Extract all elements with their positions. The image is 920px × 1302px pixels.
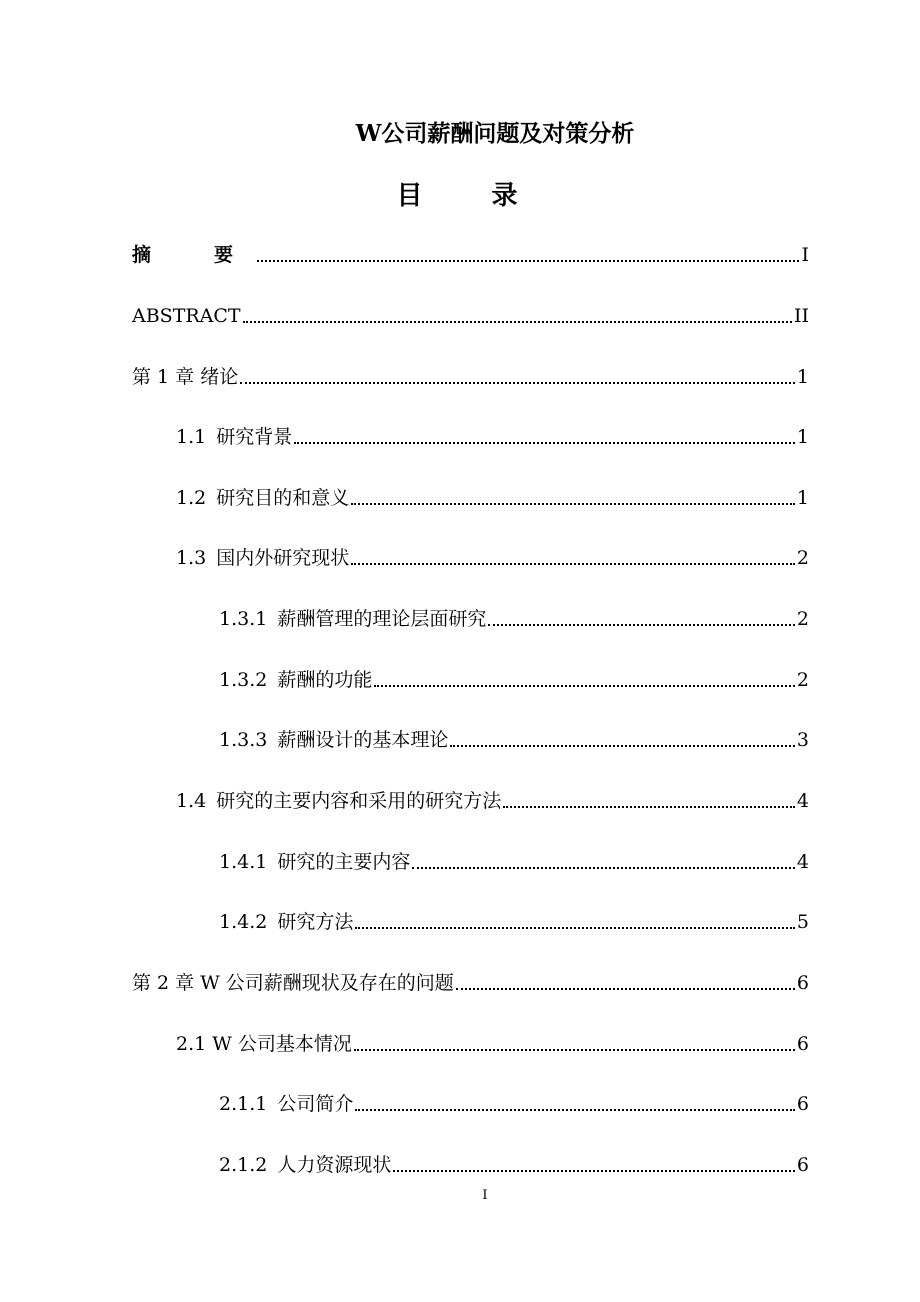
toc-page-number: 2 [796, 608, 809, 630]
toc-entry-title [176, 423, 294, 451]
toc-page-number: 6 [796, 1093, 809, 1115]
toc-section-text: 人力资源现状 [277, 1154, 392, 1176]
toc-page-number: 6 [796, 1154, 809, 1176]
toc-entry-2-1-1[interactable] [219, 1090, 809, 1118]
toc-entry-title [219, 666, 374, 694]
dot-leader [257, 241, 799, 269]
toc-entry-title [219, 1090, 355, 1118]
toc-section-number: 2.1.1 [219, 1093, 268, 1115]
toc-entry-1-4[interactable] [176, 787, 809, 815]
toc-entry-abstract-cn[interactable] [132, 241, 809, 269]
dot-leader [412, 848, 795, 876]
dot-leader [393, 1151, 795, 1179]
toc-page-number: 2 [796, 669, 809, 691]
toc-page-number: 1 [796, 366, 809, 388]
toc-page-number: 4 [796, 790, 809, 812]
toc-entry-1-2[interactable] [176, 484, 809, 512]
document-title: W公司薪酬问题及对策分析 [355, 120, 635, 147]
toc-entry-title [219, 908, 355, 936]
dot-leader [355, 908, 795, 936]
toc-page-number: 1 [796, 426, 809, 448]
toc-entry-1-1[interactable] [176, 423, 809, 451]
dot-leader [456, 969, 795, 997]
toc-section-number: 1.1 [176, 426, 207, 448]
toc-page-number: 3 [796, 729, 809, 751]
toc-section-text: 研究的主要内容 [277, 851, 411, 873]
toc-section-number: 1.3 [176, 547, 207, 569]
toc-section-number: 1.3.1 [219, 608, 268, 630]
toc-entry-title: 2.1 W 公司基本情况 [176, 1033, 352, 1055]
toc-section-number: 2.1.2 [219, 1154, 268, 1176]
toc-entry-1-3[interactable] [176, 544, 809, 572]
toc-entry-title [176, 787, 503, 815]
toc-page-number: 4 [796, 851, 809, 873]
toc-entry-title [219, 605, 488, 633]
toc-page-number: 6 [796, 972, 809, 994]
toc-section-text: 薪酬管理的理论层面研究 [277, 608, 487, 630]
dot-leader [240, 363, 795, 391]
dot-leader [351, 544, 795, 572]
toc-page-number: I [801, 244, 809, 266]
toc-entry-1-4-2[interactable] [219, 908, 809, 936]
toc-section-number: 1.4.2 [219, 911, 268, 933]
toc-entry-title [219, 726, 450, 754]
dot-leader [355, 1090, 795, 1118]
toc-section-number: 1.4.1 [219, 851, 268, 873]
toc-entry-title: ABSTRACT [132, 305, 241, 327]
toc-entry-2-1[interactable] [176, 1030, 809, 1058]
toc-section-text: 研究背景 [216, 426, 293, 448]
toc-entry-1-4-1[interactable] [219, 848, 809, 876]
dot-leader [374, 666, 795, 694]
toc-entry-chapter-2[interactable] [132, 969, 809, 997]
toc-section-number: 1.4 [176, 790, 207, 812]
toc-section-text: 研究的主要内容和采用的研究方法 [216, 790, 502, 812]
toc-entry-1-3-2[interactable] [219, 666, 809, 694]
dot-leader [450, 726, 795, 754]
toc-page-number: II [793, 305, 809, 327]
toc-page-number: 5 [796, 911, 809, 933]
dot-leader [243, 302, 792, 330]
toc-entry-title [219, 1151, 393, 1179]
toc-entry-title [219, 848, 412, 876]
toc-page-number: 2 [796, 547, 809, 569]
toc-entry-title [176, 544, 351, 572]
toc-entry-2-1-2[interactable] [219, 1151, 809, 1179]
toc-page-number: 1 [796, 487, 809, 509]
toc-section-text: 薪酬的功能 [277, 669, 373, 691]
toc-entry-title: 第 2 章 W 公司薪酬现状及存在的问题 [132, 972, 454, 994]
dot-leader [488, 605, 795, 633]
toc-entry-1-3-3[interactable] [219, 726, 809, 754]
toc-section-number: 1.3.2 [219, 669, 268, 691]
toc-section-text: 研究目的和意义 [216, 487, 350, 509]
toc-entry-chapter-1[interactable] [132, 363, 809, 391]
toc-entry-title: 第 1 章 绪论 [132, 366, 239, 388]
toc-section-number: 1.2 [176, 487, 207, 509]
toc-section-number: 1.3.3 [219, 729, 268, 751]
toc-section-text: 薪酬设计的基本理论 [277, 729, 449, 751]
toc-entry-1-3-1[interactable] [219, 605, 809, 633]
dot-leader [294, 423, 795, 451]
toc-entry-title: 摘 要 [132, 244, 256, 266]
page-number-footer: I [482, 1188, 488, 1203]
dot-leader [503, 787, 795, 815]
toc-section-text: 公司简介 [277, 1093, 354, 1115]
toc-entry-abstract-en[interactable] [132, 302, 809, 330]
dot-leader [351, 484, 795, 512]
toc-section-text: 研究方法 [277, 911, 354, 933]
toc-page-number: 6 [796, 1033, 809, 1055]
toc-entry-title [176, 484, 351, 512]
toc-section-text: 国内外研究现状 [216, 547, 350, 569]
dot-leader [354, 1030, 795, 1058]
toc-heading: 目 录 [396, 181, 548, 211]
